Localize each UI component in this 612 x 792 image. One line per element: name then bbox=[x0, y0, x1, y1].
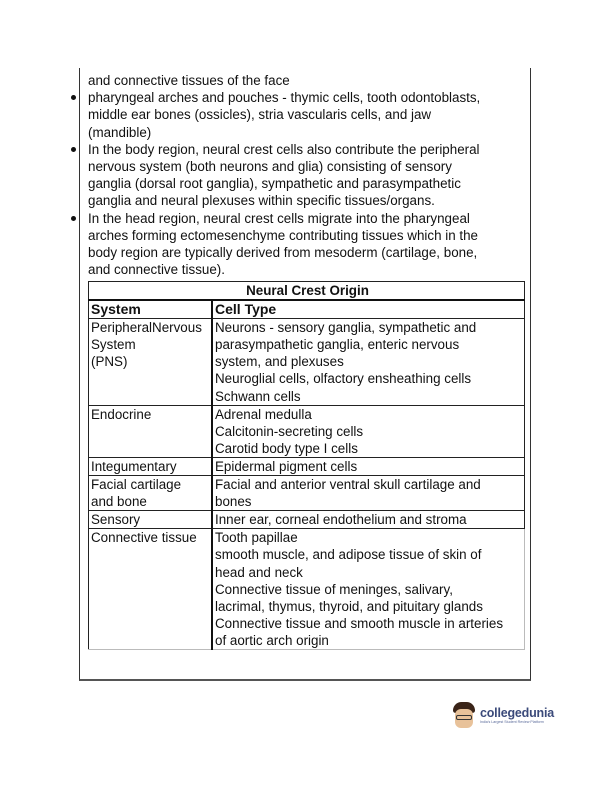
text-line: Adrenal medulla bbox=[215, 406, 312, 422]
column-header-cell-type: Cell Type bbox=[212, 300, 525, 319]
text-line: smooth muscle, and adipose tissue of skin of bbox=[215, 547, 482, 563]
cell-type-cell bbox=[212, 511, 525, 529]
cell-type-cell bbox=[212, 529, 525, 650]
text-line: lacrimal, thymus, thyroid, and pituitary glands bbox=[215, 598, 483, 614]
table-row-facial-cartilage bbox=[89, 476, 525, 511]
text-line: In the body region, neural crest cells also contribute the peripheral bbox=[88, 141, 480, 157]
system-cell bbox=[89, 476, 213, 511]
text-line: ganglia (dorsal root ganglia), sympathetic and parasympathetic bbox=[88, 176, 461, 192]
text-line: Endocrine bbox=[91, 406, 152, 422]
neural-crest-origin-table bbox=[88, 281, 525, 650]
cell-type-cell bbox=[212, 457, 525, 475]
text-line: In the head region, neural crest cells migrate into the pharyngeal bbox=[88, 210, 470, 226]
bullet-icon bbox=[71, 95, 76, 100]
text-line: Facial and anterior ventral skull cartilage and bbox=[215, 477, 481, 493]
table-title: Neural Crest Origin bbox=[89, 282, 525, 301]
logo-tagline: India's Largest Student Review Platform bbox=[480, 720, 544, 724]
bullet-item-pharyngeal bbox=[88, 89, 528, 141]
text-line: pharyngeal arches and pouches - thymic cells, tooth odontoblasts, bbox=[88, 90, 481, 106]
continuation-line: and connective tissues of the face bbox=[88, 73, 290, 88]
table-row-connective-tissue bbox=[89, 529, 525, 650]
bullet-icon bbox=[71, 216, 76, 221]
text-line: Connective tissue of meninges, salivary, bbox=[215, 581, 453, 597]
text-line: bones bbox=[215, 494, 252, 510]
logo-name: collegedunia bbox=[480, 706, 555, 720]
text-line: Tooth papillae bbox=[215, 530, 298, 546]
table-row-endocrine bbox=[89, 405, 525, 457]
text-line: Connective tissue and smooth muscle in arteries bbox=[215, 615, 504, 631]
bullet-item-body-region bbox=[88, 141, 528, 210]
text-line: Neurons - sensory ganglia, sympathetic and bbox=[215, 320, 477, 336]
mascot-icon bbox=[451, 702, 477, 730]
text-line: Neuroglial cells, olfactory ensheathing cells bbox=[215, 371, 472, 387]
text-line: Facial cartilage bbox=[91, 477, 182, 493]
text-line: body region are typically derived from mesoderm (cartilage, bone, bbox=[88, 245, 478, 261]
system-cell bbox=[89, 319, 213, 405]
text-line: and bone bbox=[91, 494, 147, 510]
text-line: Calcitonin-secreting cells bbox=[215, 423, 364, 439]
text-line: middle ear bones (ossicles), stria vascularis cells, and jaw bbox=[88, 107, 432, 123]
table-row-sensory bbox=[89, 511, 525, 529]
text-line: ganglia and neural plexuses within specific tissues/organs. bbox=[88, 193, 435, 209]
text-line: system, and plexuses bbox=[215, 354, 344, 370]
system-cell bbox=[89, 511, 213, 529]
text-line: PeripheralNervous bbox=[91, 320, 202, 336]
cell-type-cell bbox=[212, 405, 525, 457]
text-line: nervous system (both neurons and glia) consisting of sensory bbox=[88, 159, 452, 175]
table-row-integumentary bbox=[89, 457, 525, 475]
text-line: Schwann cells bbox=[215, 388, 301, 404]
cell-type-cell bbox=[212, 476, 525, 511]
text-line: Inner ear, corneal endothelium and stroma bbox=[215, 512, 467, 528]
text-line: and connective tissue). bbox=[88, 262, 225, 278]
body-text bbox=[88, 72, 528, 278]
text-line: Carotid body type I cells bbox=[215, 440, 358, 456]
text-line: head and neck bbox=[215, 564, 303, 580]
bullet-item-head-region bbox=[88, 210, 528, 279]
bullet-icon bbox=[71, 147, 76, 152]
table-header-row bbox=[89, 300, 525, 319]
table-row-pns bbox=[89, 319, 525, 405]
text-line: arches forming ectomesenchyme contributing tissues which in the bbox=[88, 227, 479, 243]
text-line: (PNS) bbox=[91, 354, 128, 370]
system-cell bbox=[89, 529, 213, 650]
text-line: parasympathetic ganglia, enteric nervous bbox=[215, 337, 460, 353]
system-cell bbox=[89, 457, 213, 475]
text-line: Connective tissue bbox=[91, 530, 197, 546]
text-line: System bbox=[91, 337, 136, 353]
collegedunia-logo bbox=[451, 702, 554, 730]
text-line: (mandible) bbox=[88, 124, 152, 140]
text-line: Epidermal pigment cells bbox=[215, 458, 358, 474]
text-line: Sensory bbox=[91, 512, 141, 528]
column-header-system: System bbox=[89, 300, 213, 319]
system-cell bbox=[89, 405, 213, 457]
cell-type-cell bbox=[212, 319, 525, 405]
text-line: Integumentary bbox=[91, 458, 177, 474]
text-line: of aortic arch origin bbox=[215, 632, 329, 648]
